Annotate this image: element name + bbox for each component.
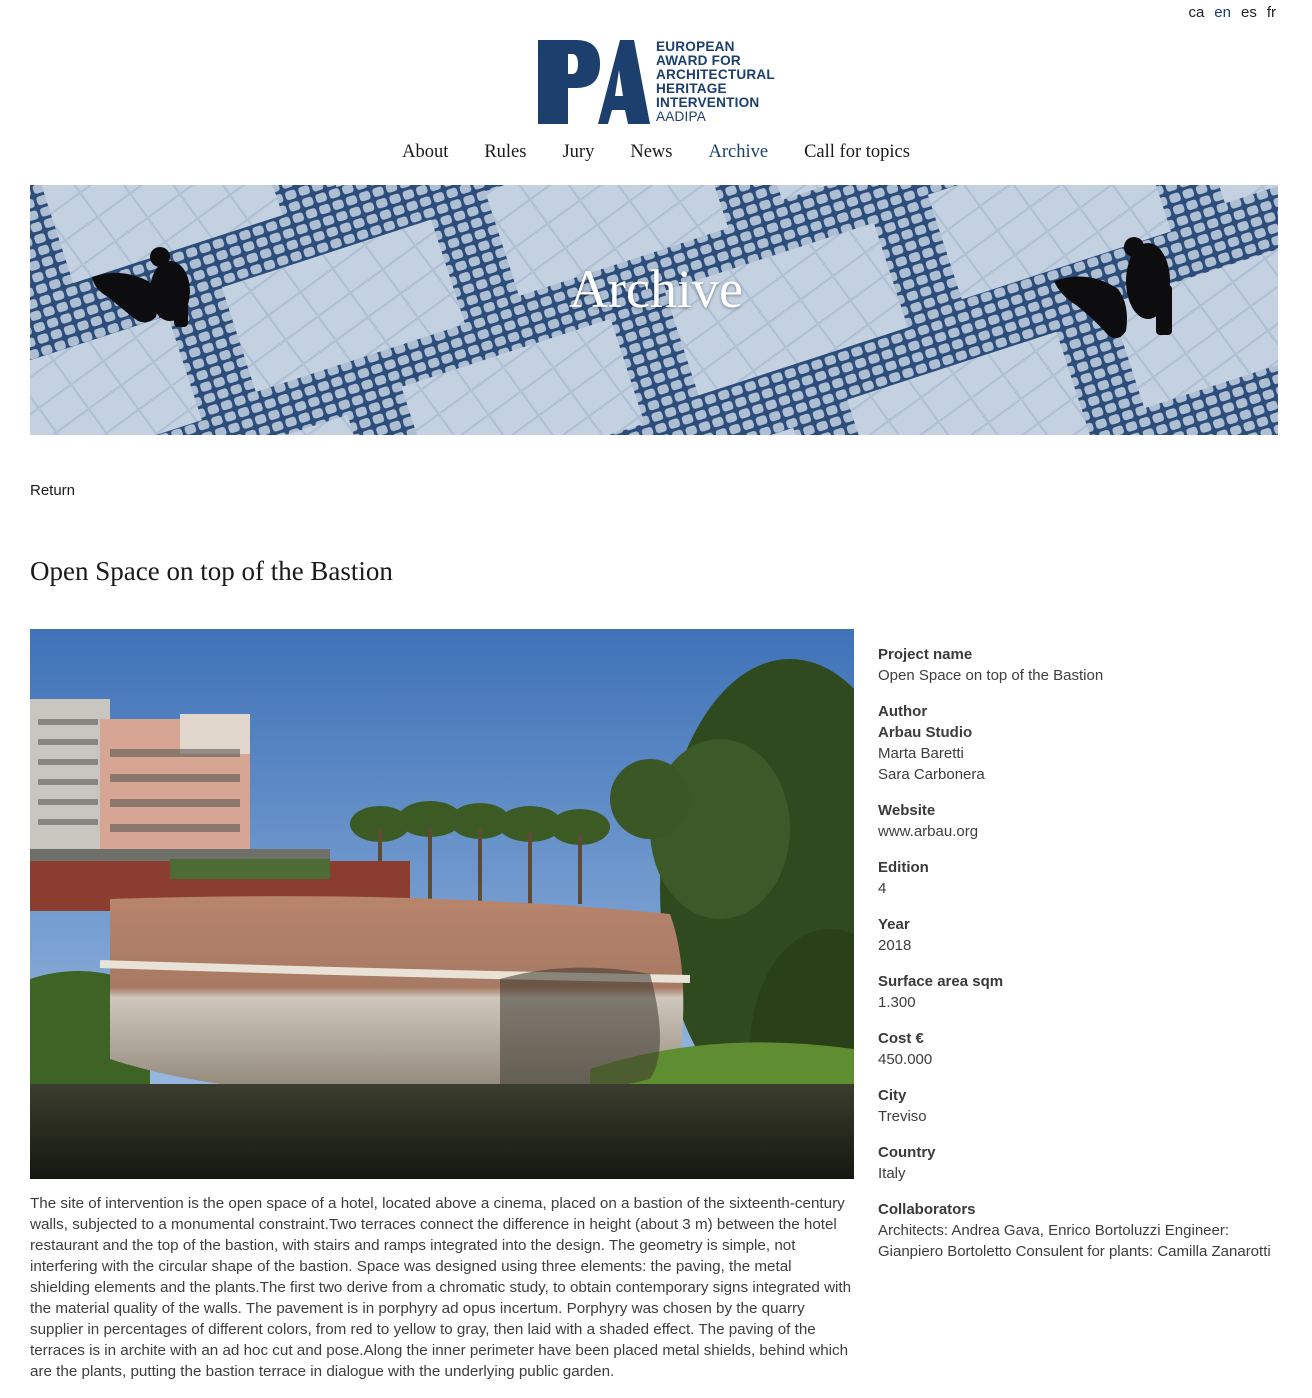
nav-about[interactable]: About xyxy=(402,142,449,162)
lang-fr[interactable]: fr xyxy=(1266,4,1276,21)
detail-label: Project name xyxy=(878,646,973,663)
site-logo[interactable] xyxy=(538,40,778,124)
language-switcher xyxy=(1188,4,1276,21)
detail-author xyxy=(878,701,1288,785)
detail-label: Collaborators xyxy=(878,1201,976,1218)
detail-value: 450.000 xyxy=(878,1051,933,1068)
return-link[interactable]: Return xyxy=(30,482,76,499)
detail-value: 2018 xyxy=(878,937,912,954)
detail-surface-area xyxy=(878,971,1288,1013)
project-photo[interactable] xyxy=(30,629,854,1179)
detail-value: Architects: Andrea Gava, Enrico Bortoluzzi Engineer: Gianpiero Bortoletto Consulent for plants: Camilla Zanarotti xyxy=(878,1222,1271,1260)
logo-line: AWARD FOR xyxy=(656,53,741,68)
project-description: The site of intervention is the open space of a hotel, located above a cinema, placed on a bastion of the sixteenth-century walls, subjected to a monumental constraint.Two terraces connect the difference in height (about 3 m) between the hotel restaurant and the top of the bastion, with stairs and ramps integrated into the design. The geometry is simple, not interfering with the circular shape of the bastion. Space was designed using three elements: the paving, the metal shielding elements and the plants.The first two derive from a chromatic study, to obtain contemporary signs integrated with the material quality of the walls. The pavement is in porphyry ad opus incertum. Porphyry was chosen by the quarry supplier in percentages of different colors, from red to yellow to gray, then laid with a shaded effect. The paving of the terraces is in archite with an ad hoc cut and pose.Along the inner perimeter have been placed metal shields, behind which are the plants, putting the bastion terrace in dialogue with the underlying public garden. xyxy=(30,1195,852,1380)
pa-logo-mark-icon xyxy=(538,40,650,124)
detail-label: Website xyxy=(878,802,936,819)
lang-en[interactable]: en xyxy=(1214,4,1231,21)
detail-value: 4 xyxy=(878,880,887,897)
detail-value: Treviso xyxy=(878,1108,927,1125)
logo-acronym: AADIPA xyxy=(656,109,707,124)
detail-project-name xyxy=(878,644,1288,686)
bastion-photo-image xyxy=(30,629,854,1179)
detail-label: Author xyxy=(878,703,928,720)
detail-value: Open Space on top of the Bastion xyxy=(878,667,1104,684)
nav-call-for-topics[interactable]: Call for topics xyxy=(804,142,910,162)
main-nav xyxy=(0,142,1312,163)
detail-label: Edition xyxy=(878,859,929,876)
author-studio: Arbau Studio xyxy=(878,724,973,741)
logo-line: ARCHITECTURAL xyxy=(656,67,775,82)
detail-label: Year xyxy=(878,916,910,933)
author-person: Sara Carbonera xyxy=(878,766,985,783)
lang-ca[interactable]: ca xyxy=(1188,4,1205,21)
detail-city xyxy=(878,1085,1288,1127)
detail-value: 1.300 xyxy=(878,994,916,1011)
detail-edition xyxy=(878,857,1288,899)
author-person: Marta Baretti xyxy=(878,745,964,762)
detail-collaborators xyxy=(878,1199,1288,1262)
logo-wordmark xyxy=(656,40,775,124)
nav-jury[interactable]: Jury xyxy=(562,142,595,162)
detail-year xyxy=(878,914,1288,956)
detail-country xyxy=(878,1142,1288,1184)
page-title: Open Space on top of the Bastion xyxy=(30,556,393,586)
project-details xyxy=(878,644,1288,1277)
detail-value: Italy xyxy=(878,1165,906,1182)
detail-label: City xyxy=(878,1087,907,1104)
lang-es[interactable]: es xyxy=(1240,4,1257,21)
nav-archive[interactable]: Archive xyxy=(708,142,769,162)
nav-news[interactable]: News xyxy=(630,142,673,162)
detail-label: Country xyxy=(878,1144,936,1161)
logo-line: INTERVENTION xyxy=(656,95,760,110)
detail-label: Surface area sqm xyxy=(878,973,1004,990)
detail-website xyxy=(878,800,1288,842)
website-link[interactable]: www.arbau.org xyxy=(878,823,979,840)
nav-rules[interactable]: Rules xyxy=(484,142,527,162)
logo-line: HERITAGE xyxy=(656,81,727,96)
detail-cost xyxy=(878,1028,1288,1070)
detail-label: Cost € xyxy=(878,1030,924,1047)
logo-line: EUROPEAN xyxy=(656,39,735,54)
hero-title: Archive xyxy=(569,259,743,319)
